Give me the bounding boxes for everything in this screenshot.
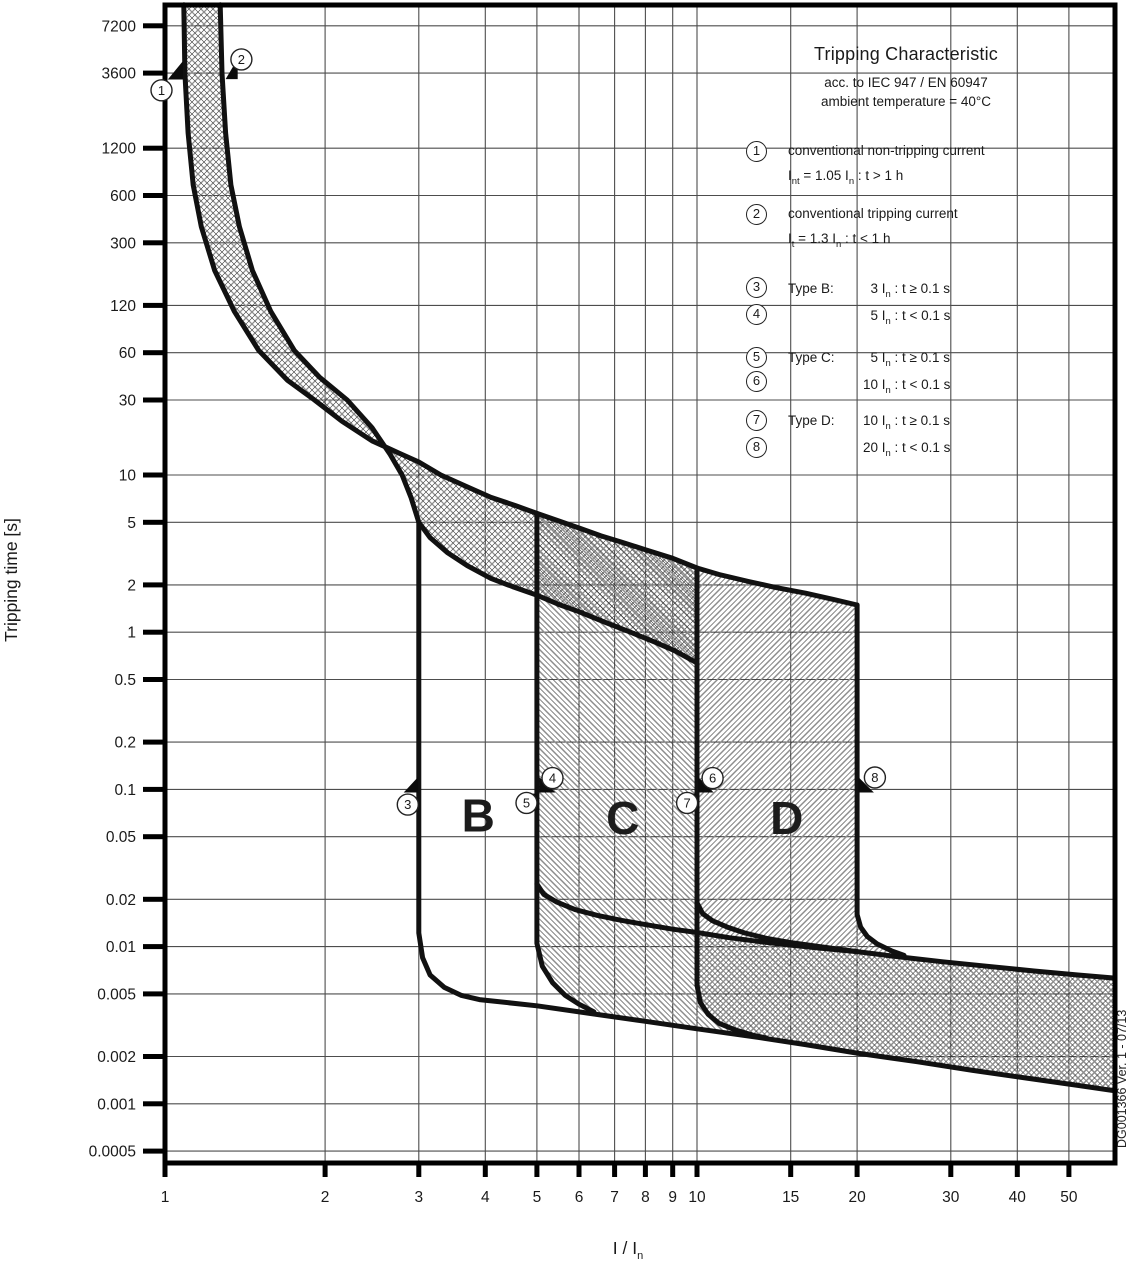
marker-3-pointer (404, 777, 418, 793)
legend-type-b-line2 (842, 308, 951, 327)
legend-type-d-line1-cond: $I_n$ : t ≥ 0.1 s (878, 413, 950, 432)
legend-badge-4: 4 (746, 304, 767, 325)
zone-label-c: C (606, 791, 640, 844)
y-axis-ticks (89, 18, 165, 1160)
svg-text:1200: 1200 (101, 140, 136, 158)
svg-text:1: 1 (157, 82, 166, 98)
svg-text:2: 2 (320, 1189, 330, 1206)
legend-type-d-label: Type D: (788, 413, 835, 428)
legend-type-c-line2-value: 10 (862, 377, 878, 392)
legend-badge-5: 5 (746, 347, 767, 368)
svg-text:4: 4 (480, 1189, 490, 1206)
svg-text:3: 3 (404, 797, 412, 813)
svg-text:15: 15 (782, 1189, 800, 1206)
legend-type-b-line1-value: 3 (870, 281, 878, 296)
svg-text:0.0005: 0.0005 (88, 1143, 136, 1161)
svg-text:1: 1 (160, 1189, 170, 1206)
svg-text:5: 5 (522, 795, 531, 811)
svg-text:0.002: 0.002 (97, 1049, 136, 1066)
svg-text:3: 3 (414, 1189, 424, 1206)
svg-text:1: 1 (127, 624, 136, 642)
svg-text:0.2: 0.2 (114, 734, 136, 752)
legend-type-c-line2-cond: $I_n$ : t < 0.1 s (878, 377, 951, 396)
svg-text:6: 6 (708, 770, 717, 786)
x-axis-title: I / $I_n$ (612, 1238, 644, 1262)
svg-text:5: 5 (532, 1189, 542, 1206)
svg-text:0.005: 0.005 (97, 986, 136, 1004)
svg-text:4: 4 (548, 770, 557, 786)
svg-text:3600: 3600 (101, 65, 136, 83)
svg-text:0.001: 0.001 (97, 1096, 136, 1114)
legend-type-d-line1 (842, 413, 950, 432)
legend-type-c-line1-value: 5 (870, 350, 878, 365)
svg-text:50: 50 (1060, 1189, 1078, 1206)
svg-text:60: 60 (118, 345, 136, 363)
legend-badge-8: 8 (746, 437, 767, 458)
legend-type-c-line2 (842, 377, 951, 396)
svg-text:8: 8 (871, 770, 879, 785)
zone-d-instantaneous (697, 568, 1115, 1091)
legend-type-d-line2-value: 20 (862, 440, 878, 455)
svg-text:9: 9 (668, 1189, 678, 1206)
svg-text:7: 7 (610, 1189, 619, 1206)
svg-text:20: 20 (848, 1189, 866, 1206)
svg-text:120: 120 (110, 297, 136, 315)
legend-type-b-line2-cond: $I_n$ : t < 0.1 s (878, 308, 951, 327)
legend-type-c-line1-cond: $I_n$ : t ≥ 0.1 s (878, 350, 950, 369)
svg-text:8: 8 (641, 1189, 650, 1206)
legend-type-c-label: Type C: (788, 350, 835, 365)
legend-note-1-formula: $I_{nt} = 1.05$ $I_n$ : t > 1 h (788, 168, 904, 187)
legend-badge-6: 6 (746, 371, 767, 392)
svg-text:2: 2 (127, 577, 136, 595)
svg-text:7200: 7200 (101, 18, 136, 36)
legend-note-2-formula: $I_t = 1.3$ $I_n$ : t < 1 h (788, 231, 891, 250)
legend-note-2-text: conventional tripping current (788, 206, 958, 221)
svg-text:30: 30 (118, 392, 136, 410)
svg-text:300: 300 (110, 235, 136, 253)
svg-text:40: 40 (1008, 1189, 1026, 1206)
chart-subtitle-standard: acc. to IEC 947 / EN 60947 (824, 75, 988, 90)
chart-title-block (700, 44, 1112, 111)
svg-text:0.1: 0.1 (114, 781, 136, 799)
legend-type-d-line1-value: 10 (862, 413, 878, 428)
y-axis-title: Tripping time [s] (1, 518, 21, 642)
svg-text:5: 5 (127, 514, 136, 532)
legend-type-b-line2-value: 5 (870, 308, 878, 323)
legend-badge-1: 1 (746, 141, 767, 162)
svg-text:30: 30 (942, 1189, 960, 1206)
legend-type-d-line2 (842, 440, 951, 459)
svg-text:0.05: 0.05 (105, 829, 136, 847)
svg-text:600: 600 (110, 188, 136, 205)
svg-text:10: 10 (118, 467, 136, 485)
legend-badge-2: 2 (746, 204, 767, 225)
svg-text:0.5: 0.5 (114, 672, 136, 689)
legend-type-d-line2-cond: $I_n$ : t < 0.1 s (878, 440, 951, 459)
chart-subtitle-temperature: ambient temperature = 40°C (820, 94, 992, 109)
legend-type-b-line1 (842, 281, 950, 300)
svg-text:10: 10 (688, 1189, 706, 1206)
svg-text:2: 2 (237, 51, 246, 67)
svg-text:7: 7 (683, 795, 691, 811)
legend-type-b-line1-cond: $I_n$ : t ≥ 0.1 s (878, 281, 950, 300)
marker-1-pointer (168, 61, 183, 80)
legend-badge-3: 3 (746, 277, 767, 298)
chart-title: Tripping Characteristic (814, 44, 998, 64)
legend-type-c-line1 (842, 350, 950, 369)
legend-type-b-label: Type B: (788, 281, 834, 296)
x-axis-ticks (161, 1163, 1078, 1206)
legend-badge-7: 7 (746, 410, 767, 431)
svg-text:0.01: 0.01 (105, 939, 136, 957)
zone-label-b: B (461, 789, 495, 842)
svg-text:6: 6 (574, 1189, 584, 1206)
zone-label-d: D (770, 791, 804, 844)
document-id-watermark: DG001366 Ver. 1 - 07/13 (1115, 1009, 1129, 1148)
svg-text:0.02: 0.02 (105, 891, 136, 909)
legend-note-1-text: conventional non-tripping current (788, 143, 985, 158)
